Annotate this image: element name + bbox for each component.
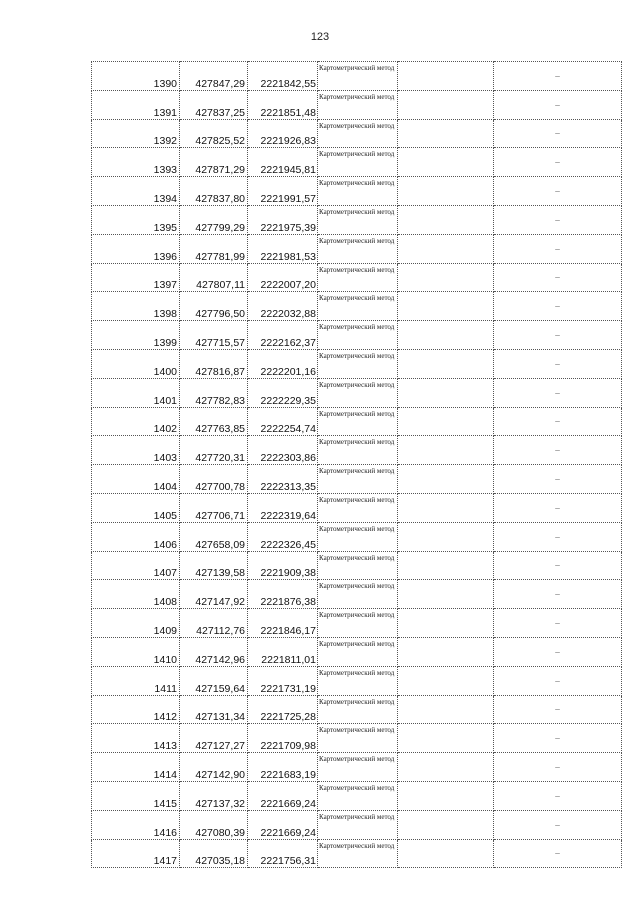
table-row — [92, 551, 622, 580]
method-cell: Картометрический метод — [318, 349, 398, 378]
accuracy-cell: – — [494, 724, 622, 753]
accuracy-cell: – — [494, 62, 622, 91]
y-coordinate-cell: 2221981,53 — [248, 234, 318, 263]
method-cell: Картометрический метод — [318, 580, 398, 609]
empty-cell — [398, 580, 494, 609]
method-cell: Картометрический метод — [318, 465, 398, 494]
accuracy-cell: – — [494, 90, 622, 119]
point-number-cell: 1398 — [92, 292, 180, 321]
method-cell: Картометрический метод — [318, 119, 398, 148]
y-coordinate-cell: 2221991,57 — [248, 177, 318, 206]
method-cell: Картометрический метод — [318, 493, 398, 522]
accuracy-cell: – — [494, 465, 622, 494]
empty-cell — [398, 119, 494, 148]
x-coordinate-cell: 427871,29 — [180, 148, 248, 177]
accuracy-cell: – — [494, 177, 622, 206]
method-cell: Картометрический метод — [318, 839, 398, 868]
point-number-cell: 1395 — [92, 205, 180, 234]
table-row — [92, 810, 622, 839]
empty-cell — [398, 90, 494, 119]
accuracy-cell: – — [494, 148, 622, 177]
x-coordinate-cell: 427137,32 — [180, 781, 248, 810]
coordinates-table — [91, 61, 622, 868]
point-number-cell: 1392 — [92, 119, 180, 148]
accuracy-cell: – — [494, 609, 622, 638]
point-number-cell: 1390 — [92, 62, 180, 91]
table-row — [92, 205, 622, 234]
table-row — [92, 321, 622, 350]
method-cell: Картометрический метод — [318, 177, 398, 206]
point-number-cell: 1411 — [92, 666, 180, 695]
empty-cell — [398, 205, 494, 234]
method-cell: Картометрический метод — [318, 292, 398, 321]
empty-cell — [398, 522, 494, 551]
table-row — [92, 753, 622, 782]
table-row — [92, 666, 622, 695]
point-number-cell: 1400 — [92, 349, 180, 378]
y-coordinate-cell: 2222201,16 — [248, 349, 318, 378]
empty-cell — [398, 465, 494, 494]
x-coordinate-cell: 427112,76 — [180, 609, 248, 638]
page-number: 123 — [310, 31, 330, 43]
x-coordinate-cell: 427825,52 — [180, 119, 248, 148]
empty-cell — [398, 810, 494, 839]
empty-cell — [398, 666, 494, 695]
point-number-cell: 1417 — [92, 839, 180, 868]
accuracy-cell: – — [494, 637, 622, 666]
method-cell: Картометрический метод — [318, 436, 398, 465]
table-row — [92, 637, 622, 666]
x-coordinate-cell: 427847,29 — [180, 62, 248, 91]
empty-cell — [398, 234, 494, 263]
x-coordinate-cell: 427782,83 — [180, 378, 248, 407]
point-number-cell: 1391 — [92, 90, 180, 119]
y-coordinate-cell: 2221811,01 — [248, 637, 318, 666]
table-row — [92, 724, 622, 753]
table-row — [92, 234, 622, 263]
table-row — [92, 177, 622, 206]
method-cell: Картометрический метод — [318, 522, 398, 551]
accuracy-cell: – — [494, 292, 622, 321]
x-coordinate-cell: 427799,29 — [180, 205, 248, 234]
method-cell: Картометрический метод — [318, 62, 398, 91]
accuracy-cell: – — [494, 551, 622, 580]
table-row — [92, 580, 622, 609]
point-number-cell: 1407 — [92, 551, 180, 580]
accuracy-cell: – — [494, 753, 622, 782]
accuracy-cell: – — [494, 119, 622, 148]
accuracy-cell: – — [494, 839, 622, 868]
point-number-cell: 1416 — [92, 810, 180, 839]
y-coordinate-cell: 2221945,81 — [248, 148, 318, 177]
point-number-cell: 1409 — [92, 609, 180, 638]
point-number-cell: 1414 — [92, 753, 180, 782]
x-coordinate-cell: 427781,99 — [180, 234, 248, 263]
accuracy-cell: – — [494, 378, 622, 407]
x-coordinate-cell: 427720,31 — [180, 436, 248, 465]
x-coordinate-cell: 427763,85 — [180, 407, 248, 436]
table-row — [92, 522, 622, 551]
x-coordinate-cell: 427127,27 — [180, 724, 248, 753]
point-number-cell: 1412 — [92, 695, 180, 724]
x-coordinate-cell: 427807,11 — [180, 263, 248, 292]
y-coordinate-cell: 2221683,19 — [248, 753, 318, 782]
x-coordinate-cell: 427159,64 — [180, 666, 248, 695]
y-coordinate-cell: 2221909,38 — [248, 551, 318, 580]
method-cell: Картометрический метод — [318, 90, 398, 119]
point-number-cell: 1397 — [92, 263, 180, 292]
point-number-cell: 1404 — [92, 465, 180, 494]
y-coordinate-cell: 2221731,19 — [248, 666, 318, 695]
empty-cell — [398, 292, 494, 321]
table-row — [92, 695, 622, 724]
empty-cell — [398, 263, 494, 292]
method-cell: Картометрический метод — [318, 753, 398, 782]
y-coordinate-cell: 2221975,39 — [248, 205, 318, 234]
x-coordinate-cell: 427706,71 — [180, 493, 248, 522]
method-cell: Картометрический метод — [318, 781, 398, 810]
y-coordinate-cell: 2221846,17 — [248, 609, 318, 638]
table-row — [92, 349, 622, 378]
y-coordinate-cell: 2221876,38 — [248, 580, 318, 609]
accuracy-cell: – — [494, 781, 622, 810]
empty-cell — [398, 378, 494, 407]
x-coordinate-cell: 427658,09 — [180, 522, 248, 551]
accuracy-cell: – — [494, 580, 622, 609]
table-row — [92, 263, 622, 292]
accuracy-cell: – — [494, 493, 622, 522]
accuracy-cell: – — [494, 810, 622, 839]
coordinates-table-body — [92, 62, 622, 868]
point-number-cell: 1402 — [92, 407, 180, 436]
x-coordinate-cell: 427837,80 — [180, 177, 248, 206]
accuracy-cell: – — [494, 321, 622, 350]
table-row — [92, 465, 622, 494]
x-coordinate-cell: 427035,18 — [180, 839, 248, 868]
table-row — [92, 90, 622, 119]
accuracy-cell: – — [494, 666, 622, 695]
y-coordinate-cell: 2222313,35 — [248, 465, 318, 494]
empty-cell — [398, 695, 494, 724]
empty-cell — [398, 62, 494, 91]
y-coordinate-cell: 2221725,28 — [248, 695, 318, 724]
empty-cell — [398, 781, 494, 810]
x-coordinate-cell: 427796,50 — [180, 292, 248, 321]
empty-cell — [398, 839, 494, 868]
accuracy-cell: – — [494, 522, 622, 551]
y-coordinate-cell: 2222229,35 — [248, 378, 318, 407]
empty-cell — [398, 177, 494, 206]
point-number-cell: 1410 — [92, 637, 180, 666]
table-row — [92, 119, 622, 148]
y-coordinate-cell: 2222032,88 — [248, 292, 318, 321]
point-number-cell: 1413 — [92, 724, 180, 753]
method-cell: Картометрический метод — [318, 551, 398, 580]
x-coordinate-cell: 427142,96 — [180, 637, 248, 666]
point-number-cell: 1405 — [92, 493, 180, 522]
empty-cell — [398, 407, 494, 436]
y-coordinate-cell: 2221669,24 — [248, 781, 318, 810]
accuracy-cell: – — [494, 695, 622, 724]
table-row — [92, 839, 622, 868]
table-row — [92, 407, 622, 436]
empty-cell — [398, 148, 494, 177]
point-number-cell: 1408 — [92, 580, 180, 609]
y-coordinate-cell: 2222007,20 — [248, 263, 318, 292]
empty-cell — [398, 493, 494, 522]
point-number-cell: 1396 — [92, 234, 180, 263]
y-coordinate-cell: 2222326,45 — [248, 522, 318, 551]
method-cell: Картометрический метод — [318, 205, 398, 234]
x-coordinate-cell: 427816,87 — [180, 349, 248, 378]
x-coordinate-cell: 427142,90 — [180, 753, 248, 782]
y-coordinate-cell: 2221709,98 — [248, 724, 318, 753]
method-cell: Картометрический метод — [318, 148, 398, 177]
point-number-cell: 1403 — [92, 436, 180, 465]
accuracy-cell: – — [494, 234, 622, 263]
method-cell: Картометрический метод — [318, 810, 398, 839]
method-cell: Картометрический метод — [318, 263, 398, 292]
accuracy-cell: – — [494, 436, 622, 465]
empty-cell — [398, 753, 494, 782]
x-coordinate-cell: 427700,78 — [180, 465, 248, 494]
y-coordinate-cell: 2221851,48 — [248, 90, 318, 119]
method-cell: Картометрический метод — [318, 234, 398, 263]
accuracy-cell: – — [494, 263, 622, 292]
point-number-cell: 1401 — [92, 378, 180, 407]
method-cell: Картометрический метод — [318, 695, 398, 724]
accuracy-cell: – — [494, 205, 622, 234]
table-row — [92, 292, 622, 321]
empty-cell — [398, 724, 494, 753]
y-coordinate-cell: 2222319,64 — [248, 493, 318, 522]
table-row — [92, 781, 622, 810]
y-coordinate-cell: 2221756,31 — [248, 839, 318, 868]
y-coordinate-cell: 2221842,55 — [248, 62, 318, 91]
y-coordinate-cell: 2222303,86 — [248, 436, 318, 465]
table-row — [92, 493, 622, 522]
x-coordinate-cell: 427131,34 — [180, 695, 248, 724]
empty-cell — [398, 321, 494, 350]
table-row — [92, 378, 622, 407]
empty-cell — [398, 349, 494, 378]
x-coordinate-cell: 427715,57 — [180, 321, 248, 350]
x-coordinate-cell: 427080,39 — [180, 810, 248, 839]
method-cell: Картометрический метод — [318, 637, 398, 666]
x-coordinate-cell: 427837,25 — [180, 90, 248, 119]
empty-cell — [398, 436, 494, 465]
point-number-cell: 1399 — [92, 321, 180, 350]
method-cell: Картометрический метод — [318, 378, 398, 407]
empty-cell — [398, 637, 494, 666]
point-number-cell: 1415 — [92, 781, 180, 810]
x-coordinate-cell: 427139,58 — [180, 551, 248, 580]
method-cell: Картометрический метод — [318, 407, 398, 436]
y-coordinate-cell: 2221669,24 — [248, 810, 318, 839]
table-row — [92, 609, 622, 638]
point-number-cell: 1393 — [92, 148, 180, 177]
x-coordinate-cell: 427147,92 — [180, 580, 248, 609]
y-coordinate-cell: 2222254,74 — [248, 407, 318, 436]
y-coordinate-cell: 2222162,37 — [248, 321, 318, 350]
empty-cell — [398, 609, 494, 638]
accuracy-cell: – — [494, 349, 622, 378]
y-coordinate-cell: 2221926,83 — [248, 119, 318, 148]
method-cell: Картометрический метод — [318, 724, 398, 753]
point-number-cell: 1394 — [92, 177, 180, 206]
point-number-cell: 1406 — [92, 522, 180, 551]
method-cell: Картометрический метод — [318, 321, 398, 350]
method-cell: Картометрический метод — [318, 609, 398, 638]
table-row — [92, 436, 622, 465]
accuracy-cell: – — [494, 407, 622, 436]
empty-cell — [398, 551, 494, 580]
method-cell: Картометрический метод — [318, 666, 398, 695]
table-row — [92, 148, 622, 177]
table-row — [92, 62, 622, 91]
